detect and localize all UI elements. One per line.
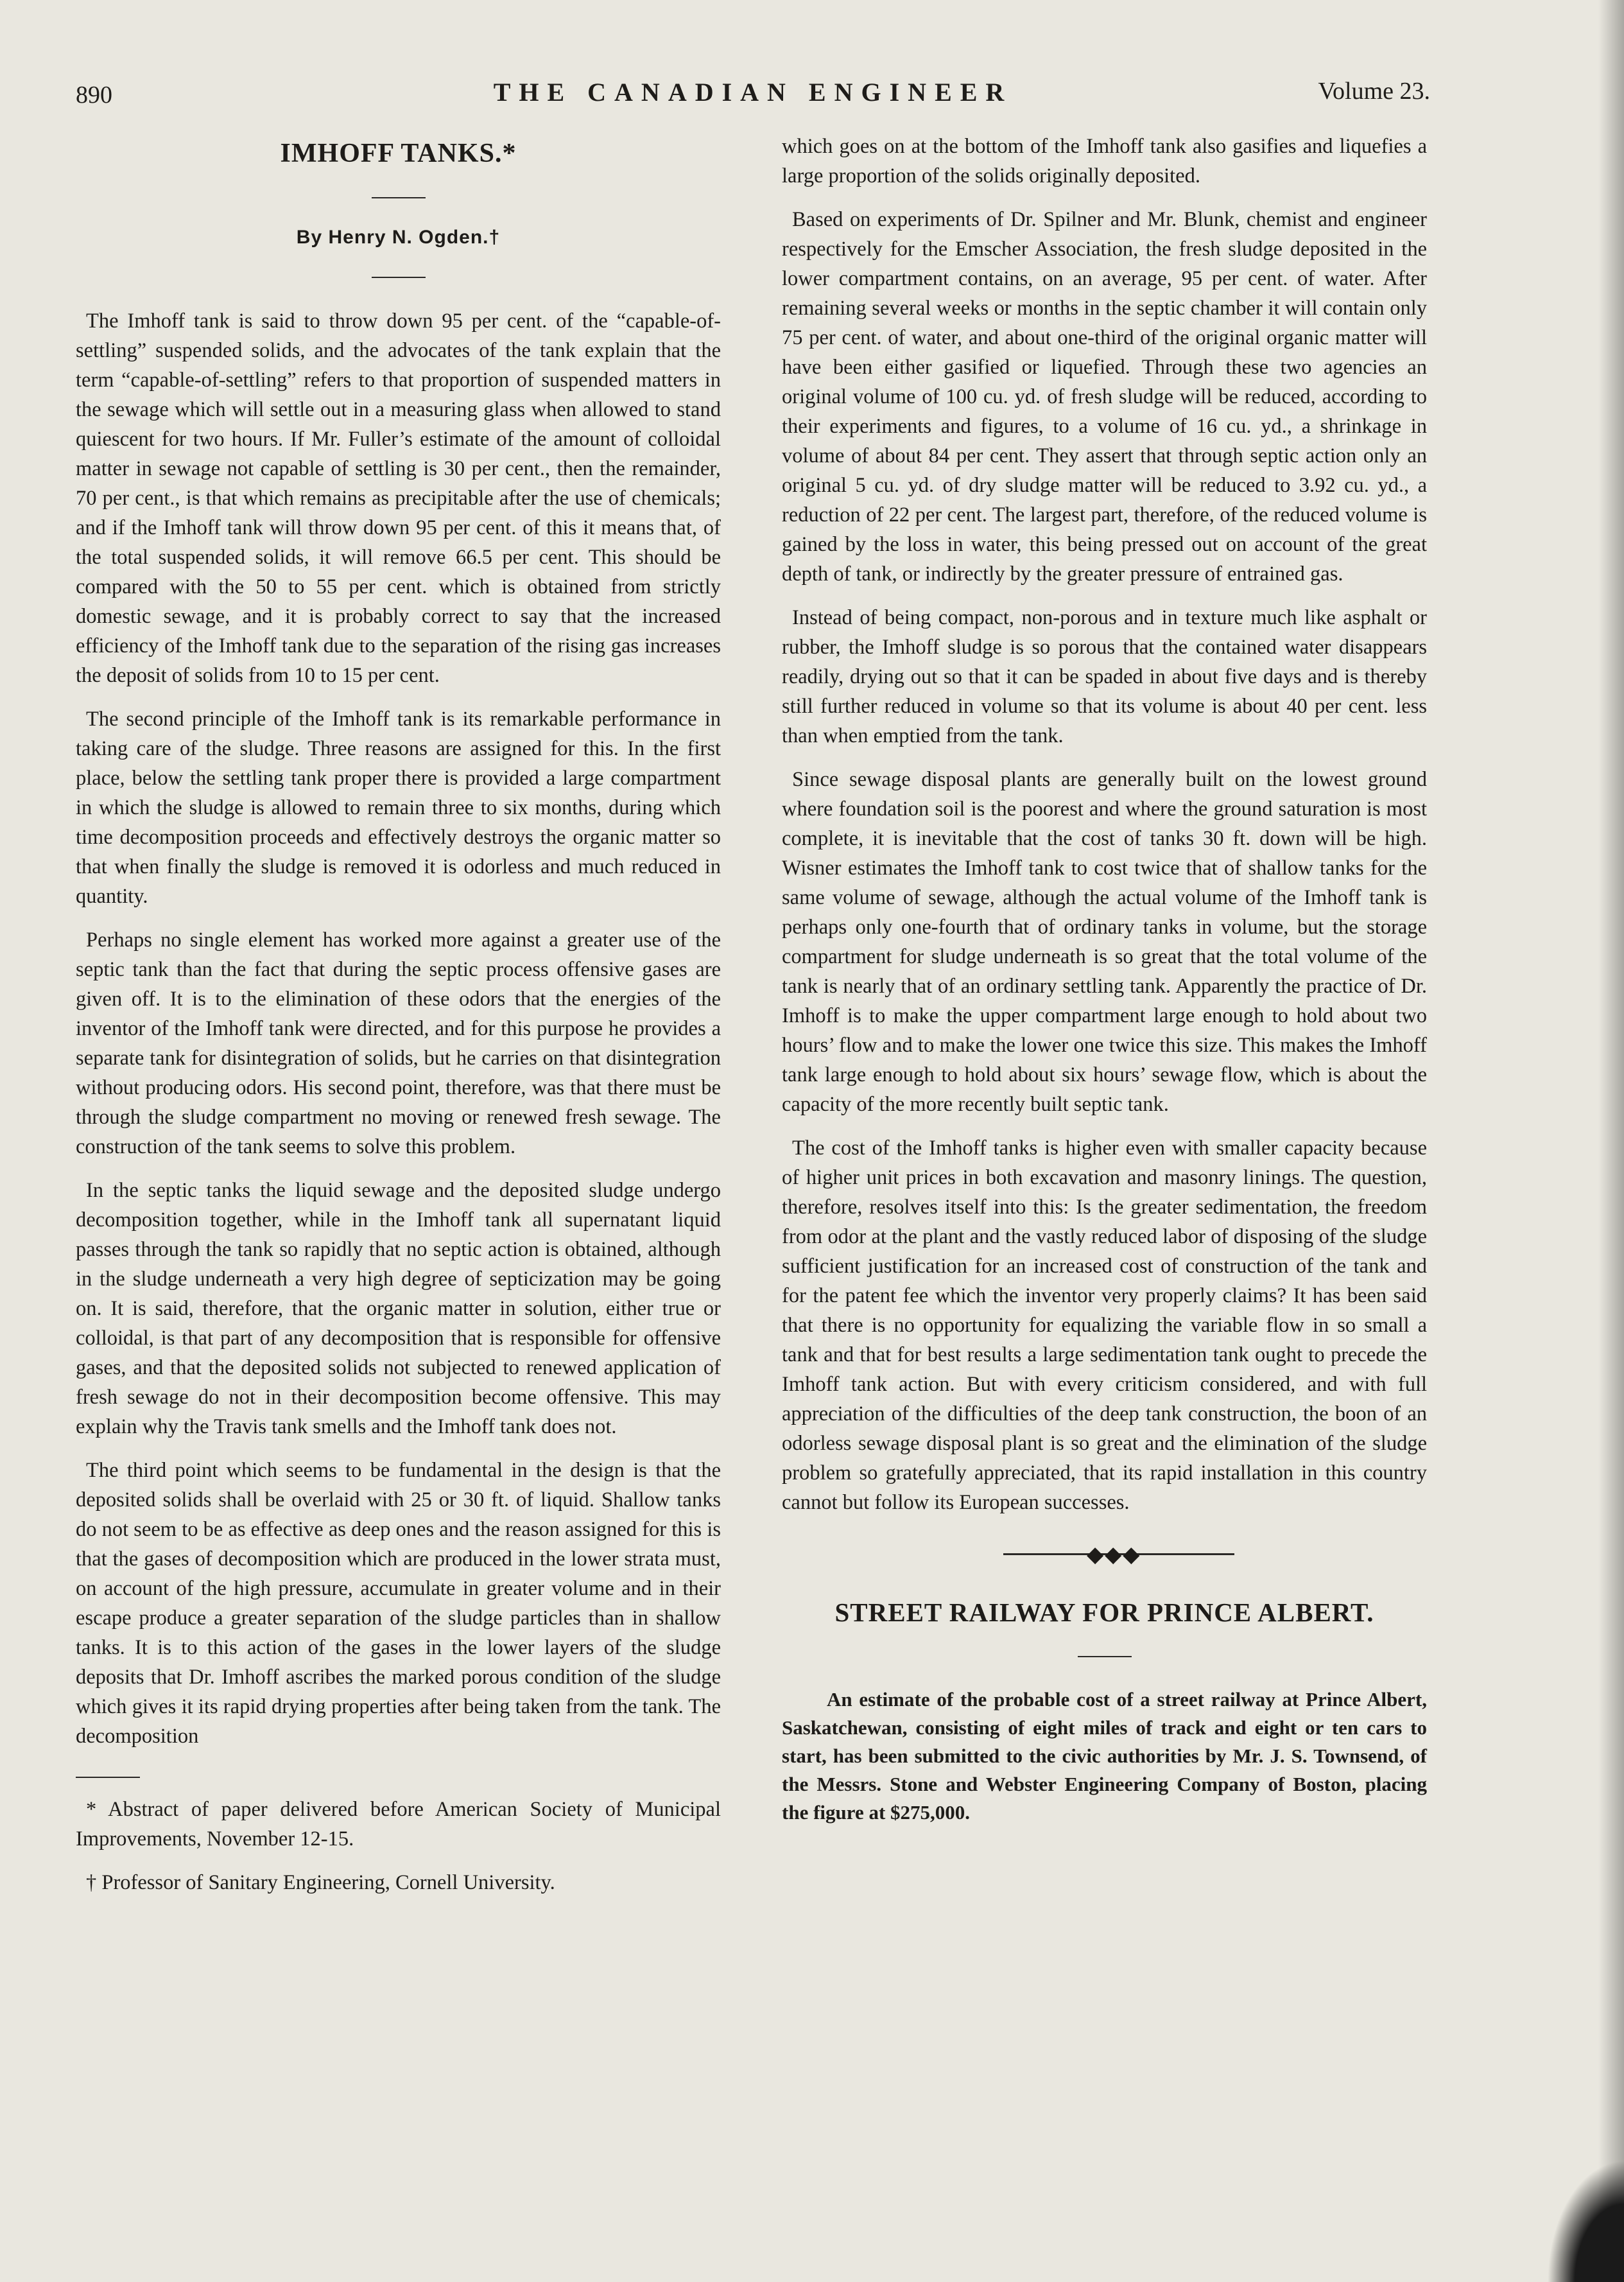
paragraph: which goes on at the bottom of the Imhoff tank also gasifies and liquefies a large proportion of the solids originally deposited. [782, 135, 1427, 187]
footnote: † Professor of Sanitary Engineering, Cornell University. [86, 1871, 555, 1894]
section-ornament [782, 1535, 1427, 1574]
footnote-rule [76, 1777, 140, 1778]
paragraph: Since sewage disposal plants are generally built on the lowest ground where foundation soil is the poorest and where the ground saturation is most complete, it is inevitable that the cost of tanks 30 ft. down will be high. Wisner estimates the Imhoff tank to cost twice that of shallow tanks for the same volume of sewage, although the actual volume of the Imhoff tank is perhaps only one-fourth that of ordinary tanks in volume, but the storage compartment for sludge underneath is so great that the total volume of the tank is nearly that of an ordinary settling tank. Apparently the practice of Dr. Imhoff is to make the upper compartment large enough to hold about two hours’ flow and to make the lower one twice this size. This makes the Imhoff tank large enough to hold about six hours’ sewage flow, which is about the capacity of the more recently built septic tank. [782, 768, 1427, 1116]
left-column [76, 132, 721, 1912]
paragraph: The cost of the Imhoff tanks is higher even with smaller capacity because of higher unit prices in both excavation and masonry linings. The question, therefore, resolves itself into this: Is the greater sedimentation, the freedom from odor at the plant and the vastly reduced labor of disposing of the sludge sufficient justification for an increased cost of construction of the tank and for the patent fee which the inventor very properly claims? It has been said that there is no opportunity for equalizing the variable flow in so small a tank and that for best results a large sedimentation tank ought to precede the Imhoff tank action. But with every criticism considered, and with full appreciation of the difficulties of the deep tank construction, the boon of an odorless sewage disposal plant is so great and the elimination of the sludge problem so gratefully appreciated, that its rapid installation in this country cannot but follow its European successes. [782, 1137, 1427, 1514]
footnote: * Abstract of paper delivered before American Society of Municipal Improvements, November 12-15. [76, 1798, 721, 1851]
byline-rule [372, 277, 426, 278]
paragraph: Instead of being compact, non-porous and in texture much like asphalt or rubber, the Imhoff sludge is so porous that the contained water disappears readily, drying out so that it can be spaded in about five days and is thereby still further reduced in volume so that its volume is about 40 per cent. less than when emptied from the tank. [782, 606, 1427, 747]
journal-title: THE CANADIAN ENGINEER [493, 78, 1013, 107]
running-head [76, 72, 1430, 117]
ornament-diamond-icon: ◆◆◆ [1087, 1543, 1141, 1567]
page-edge-shadow [1598, 0, 1624, 2282]
volume-label: Volume 23. [1318, 78, 1430, 105]
right-column [782, 132, 1427, 1827]
second-article-body [782, 1685, 1427, 1827]
paragraph: Perhaps no single element has worked more against a greater use of the septic tank than the fact that during the septic process offensive gases are given off. It is to the elimination of these odors that the energies of the inventor of the Imhoff tank were directed, and for this purpose he provides a separate tank for disintegration of solids, but he carries on that disintegration without producing odors. His second point, therefore, was that there must be through the sludge compartment no moving or renewed fresh sewage. The construction of the tank seems to solve this problem. [76, 928, 721, 1158]
second-article-title: STREET RAILWAY FOR PRINCE ALBERT. [834, 1598, 1374, 1627]
article-title: IMHOFF TANKS.* [280, 139, 517, 168]
paragraph: The second principle of the Imhoff tank is its remarkable performance in taking care of the sludge. Three reasons are assigned for this. In the first place, below the settling tank proper there is provided a large compartment in which the sludge is allowed to remain three to six months, during which time decomposition proceeds and effectively destroys the organic matter so that when finally the sludge is removed it is odorless and much reduced in quantity. [76, 708, 721, 908]
title-rule [372, 197, 426, 198]
paragraph: Based on experiments of Dr. Spilner and Mr. Blunk, chemist and engineer respectively for the Emscher Association, the fresh sludge deposited in the lower compartment contains, on an average, 95 per cent. of water. After remaining several weeks or months in the septic chamber it will contain only 75 per cent. of water, and about one-third of the original organic matter will have been either gasified or liquefied. Through these two agencies an original volume of 100 cu. yd. of fresh sludge will be reduced, according to their experiments and figures, to a volume of 16 cu. yd., a shrinkage in volume of about 84 per cent. They assert that through septic action only an original 5 cu. yd. of dry sludge matter will be reduced to 3.92 cu. yd., a reduction of 22 per cent. The largest part, therefore, of the reduced volume is gained by the loss in water, this being pressed out on account of the great depth of tank, or indirectly by the greater pressure of entrained gas. [782, 208, 1427, 586]
page-corner-curl [1547, 2160, 1624, 2282]
byline: By Henry N. Ogden.† [296, 227, 501, 248]
paragraph: The Imhoff tank is said to throw down 95 per cent. of the “capable-of-settling” suspended solids, and the advocates of the tank explain that the term “capable-of-settling” refers to that proportion of suspended matters in the sewage which will settle out in a measuring glass when allowed to stand quiescent for two hours. If Mr. Fuller’s estimate of the amount of colloidal matter in sewage not capable of settling is 30 per cent., then the remainder, 70 per cent., is that which remains as precipitable after the use of chemicals; and if the Imhoff tank will throw down 95 per cent. of this it means that, of the total suspended solids, it will remove 66.5 per cent. This should be compared with the 50 to 55 per cent. which is obtained from strictly domestic sewage, and it is probably correct to say that the increased efficiency of the Imhoff tank due to the separation of the rising gas increases the deposit of solids from 10 to 15 per cent. [76, 309, 721, 687]
paragraph: In the septic tanks the liquid sewage and the deposited sludge undergo decomposition together, while in the Imhoff tank all supernatant liquid passes through the tank so rapidly that no septic action is obtained, although in the sludge underneath a very high degree of septicization may be going on. It is said, therefore, that the organic matter in solution, either true or colloidal, is that part of any decomposition that is responsible for offensive gases, and that the deposited solids not subjected to renewed application of fresh sewage do not in their decomposition become offensive. This may explain why the Travis tank smells and the Imhoff tank does not. [76, 1179, 721, 1438]
paragraph: An estimate of the probable cost of a street railway at Prince Albert, Saskatchewan, consisting of eight miles of track and eight or ten cars to start, has been submitted to the civic authorities by Mr. J. S. Townsend, of the Messrs. Stone and Webster Engineering Company of Boston, placing the figure at $275,000. [782, 1688, 1427, 1824]
second-title-rule [1078, 1656, 1132, 1657]
page-number: 890 [76, 82, 112, 109]
paragraph: The third point which seems to be fundamental in the design is that the deposited solids shall be overlaid with 25 or 30 ft. of liquid. Shallow tanks do not seem to be as effective as deep ones and the reason assigned for this is that the gases of decomposition which are produced in the lower strata must, on account of the high pressure, accumulate in greater volume and in their escape produce a greater separation of the sludge particles than in shallow tanks. It is to this action of the gases in the lower layers of the sludge deposits that Dr. Imhoff ascribes the marked porous condition of the sludge which gives it its rapid drying properties after being taken from the tank. The decomposition [76, 1459, 721, 1748]
